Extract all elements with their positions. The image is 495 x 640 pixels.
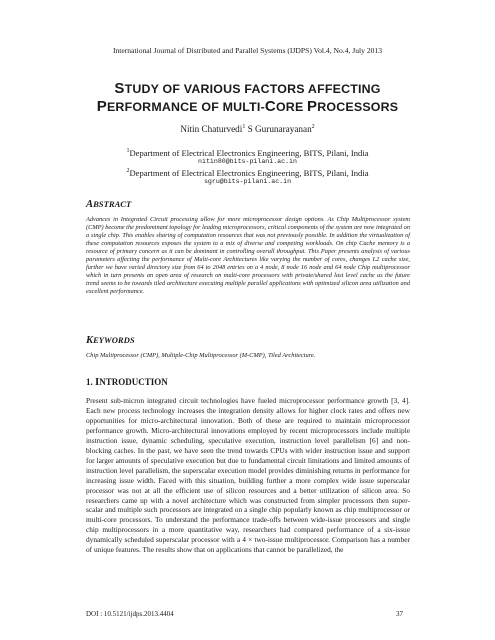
email-2[interactable]: sgru@bits-pilani.ac.in [203,178,292,185]
title-line-2: PERFORMANCE OF MULTI-CORE PROCESSORS [96,98,399,115]
author-name: Nitin Chaturvedi [180,124,243,135]
author-name: S Gurunarayanan [247,124,312,135]
keywords-text: Chip Multiprocessor (CMP), Multiple-Chip Multiprocessor (M-CMP), Tiled Architecture. [86,352,316,359]
affiliation-2: $^2$Department of Electrical Electronics Engineering, BITS, Pilani, India [126,168,369,178]
page-number: 37 [396,610,403,618]
paper-title [60,80,435,116]
keywords-heading: KEYWORDS [86,335,135,346]
abstract-heading: ABSTRACT [86,199,132,210]
introduction-text: Present sub-micron integrated circuit technologies have fueled microprocessor performance growth [3, 4]. Each new process technology increases the integration density allows for higher clock rates and offers new opportunities for micro-architectural innovation. Both of these are required to maintain microprocessor performance growth. Micro-architectural innovations employed by recent microprocessors include multiple instruction issue, dynamic scheduling, speculative execution, instruction level parallelism [6] and non-blocking caches. In the past, we have seen the trend towards CPUs with wider instruction issue and support for larger amounts of speculative execution but due to fundamental circuit limitations and limited amounts of instruction level parallelism, the superscalar execution model provides diminishing returns in performance for increasing issue width. Faced with this situation, building further a more complex wide issue superscalar processor was not at all the efficient use of silicon resources and a better utilization of silicon area. So researchers came up with a novel architecture which was constructed from simpler processors then super-scalar and multiple such processors are integrated on a single chip popularly known as chip multiprocessor or multi-core processors. To understand the performance trade-offs between wide-issue processors and single chip multiprocessors in a more quantitative way, researchers had compared performance of a six-issue dynamically scheduled superscalar processor with a 4 × two-issue multiprocessor. Comparison has a number of unique features. The results show that on applications that cannot be parallelized, the [86,396,410,555]
title-line-1: STUDY OF VARIOUS FACTORS AFFECTING [114,80,381,97]
author-superscript: 1 [242,124,246,130]
journal-header: International Journal of Distributed and Parallel Systems (IJDPS) Vol.4, No.4, July 2013 [112,46,383,55]
footer-doi: DOI : 10.5121/ijdps.2013.4404 [86,610,174,618]
email-1[interactable]: nitin80@bits-pilani.ac.in [198,158,297,165]
author-list [0,124,495,134]
abstract-text: Advances in Integrated Circuit processing allow for more microprocessor design options. As Chip Multiprocessor system (CMP) become the predominant topology for leading microprocessors, critical components of the system are now integrated on a single chip. This enables sharing of computation resources that was not previously possible. In addition the virtualization of these computation resources exposes the system to a mix of diverse and competing workloads. On chip Cache memory is a resource of primary concern as it can be dominant in controlling overall throughput. This Paper presents analysis of various parameters affecting the performance of Multi-core Architectures like varying the number of cores, changes L2 cache size, further we have varied directory size from 64 to 2048 entries on a 4 node, 8 node 16 node and 64 node Chip multiprocessor which in turn presents an open area of research on multi-core processors with private/shared last level cache as the future trend seems to be towards tiled architecture executing multiple parallel applications with optimized silicon area utilization and excellent performance. [86,216,410,296]
author-superscript: 2 [311,124,315,130]
introduction-heading: 1. INTRODUCTION [86,376,168,388]
affiliation-1: $^1$Department of Electrical Electronics Engineering, BITS, Pilani, India [126,148,369,158]
